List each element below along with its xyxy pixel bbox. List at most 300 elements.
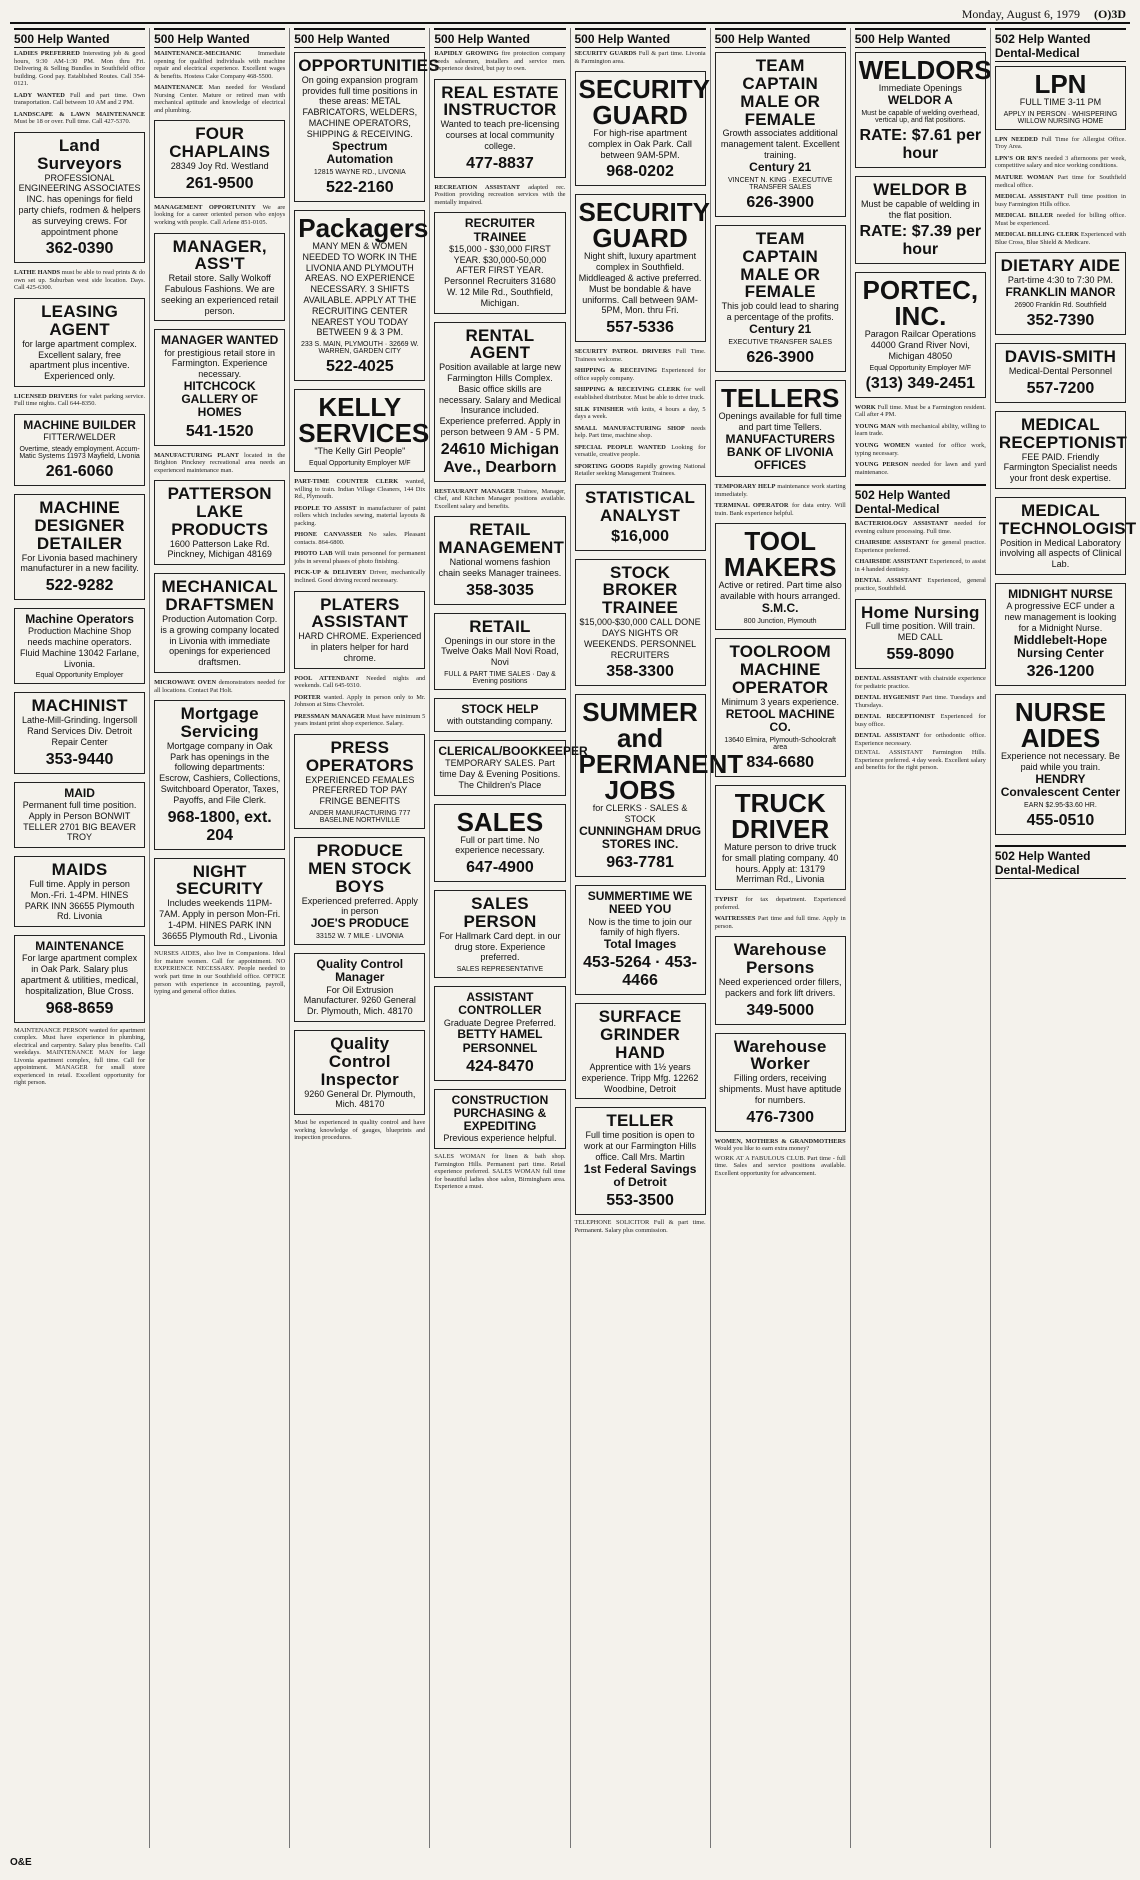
ad-headline: RENTAL AGENT — [465, 325, 535, 363]
listing-text: with knits, 4 hours a day, 5 days a week. — [574, 405, 706, 421]
listing-title: MEDICAL BILLER — [994, 212, 1054, 220]
ad-phone: 453-5264 · 453-4466 — [583, 954, 697, 990]
display-ad — [434, 804, 565, 883]
ad-phone: 968-8659 — [45, 999, 114, 1017]
ad-body: Experience not necessary. Be paid while you train. — [1000, 750, 1120, 772]
display-ad — [995, 583, 1126, 686]
ad-subheadline: MACHINE BUILDER — [23, 418, 136, 432]
classified-listing — [855, 694, 986, 709]
listing-title: MEDICAL BILLING CLERK — [994, 231, 1080, 239]
ad-phone: 362-0390 — [45, 240, 114, 258]
ad-headline: DIETARY AIDE — [1000, 256, 1121, 276]
ad-headline: PORTEC, INC. — [862, 275, 979, 332]
footer-code: O&E — [10, 1857, 32, 1868]
listing-title: DENTAL HYGIENIST — [854, 694, 920, 702]
ad-body: Full or part time. No experience necessary. — [455, 834, 545, 856]
ad-headline: PRESS OPERATORS — [305, 737, 414, 775]
ad-body: Full time. Apply in person Mon.-Fri. 1-4PM. HINES PARK INN 36655 Plymouth Rd. Livonia — [24, 878, 135, 922]
column-filler-text — [575, 1219, 706, 1848]
display-ad — [434, 322, 565, 482]
ad-headline: WELDORS — [858, 55, 992, 85]
classified-listing — [154, 452, 285, 475]
display-ad — [575, 194, 710, 342]
listing-title: LADIES PREFERRED — [14, 50, 80, 57]
ad-headline: Warehouse Worker — [733, 1036, 827, 1074]
classified-listing — [294, 675, 425, 690]
filler-paragraph: NURSES AIDES, also live in Companions. Ideal for mature women. Call for appointment. NO EXPERIENCE NECESSARY. People needed to work part time in our Southfield office. OFFICE person with experience in accounting, payroll, typing and general office duties. — [154, 950, 286, 996]
filler-paragraph: TELEPHONE SOLICITOR Full & part time. Permanent. Salary plus commission. — [574, 1218, 706, 1234]
ad-body: Active or retired. Part time also available with hours arranged. — [718, 580, 842, 602]
page-code: (O)3D — [1094, 6, 1126, 21]
classified-listing — [434, 184, 565, 207]
column-filler-text — [14, 1027, 145, 1849]
listing-text: needed for evening culture processing. Full time. — [854, 520, 986, 535]
ad-note: Equal Opportunity Employer — [35, 672, 124, 680]
ad-subheadline: MAINTENANCE — [35, 939, 124, 954]
listing-text: Needed nights and weekends. Call 645-9310. — [294, 674, 426, 690]
ad-headline: NURSE AIDES — [1014, 696, 1106, 753]
ad-headline: REAL ESTATE INSTRUCTOR — [441, 82, 559, 120]
display-ad — [855, 272, 986, 397]
ad-headline: PLATERS ASSISTANT — [311, 594, 409, 632]
columns-container — [10, 28, 1137, 1848]
display-ad — [434, 890, 565, 978]
classified-listing — [575, 463, 706, 478]
ad-phone: 968-1800, ext. 204 — [167, 808, 272, 844]
display-ad — [715, 1033, 846, 1132]
ad-body: Retail store. Sally Wolkoff Fabulous Fashions. We are seeking an experienced retail person. — [161, 273, 279, 316]
ad-headline: WELDOR B — [873, 179, 968, 199]
listing-title: SPORTING GOODS — [574, 462, 634, 470]
ad-body: On going expansion program provides full time positions in these areas: METAL FABRICATORS, WELDERS, MACHINE OPERATORS, SHIPPING & RECEIVING. — [301, 74, 418, 139]
ad-body: FEE PAID. Friendly Farmington Specialist needs your front desk expertise. — [1003, 451, 1118, 484]
ad-note: EXECUTIVE TRANSFER SALES — [728, 339, 833, 347]
ad-body: Includes weekends 11PM-7AM. Apply in person Mon-Fri. 1-4PM. HINES PARK INN 36655 Plymouth Rd., Livonia — [159, 898, 281, 941]
classified-listing — [855, 732, 986, 747]
ad-note: APPLY IN PERSON · WHISPERING WILLOW NURSING HOME — [1003, 110, 1118, 125]
ad-headline: SALES PERSON — [463, 894, 537, 931]
listing-text: for general practice. Experience preferred. — [854, 539, 986, 554]
ad-headline: Warehouse Persons — [733, 940, 827, 978]
ad-subheadline: Quality Control Manager — [316, 957, 404, 985]
ad-headline: SECURITY GUARD — [578, 74, 710, 131]
classified-listing — [294, 713, 425, 728]
ad-note: Must be capable of welding overhead, vertical up, and flat positions. — [861, 109, 980, 124]
section-header: 500 Help Wanted — [14, 28, 145, 48]
classified-listing — [575, 425, 706, 440]
ad-headline: TOOL MAKERS — [723, 526, 837, 583]
display-ad — [434, 212, 565, 313]
display-ad — [855, 52, 992, 168]
classified-listing — [715, 915, 846, 930]
ad-phone: 455-0510 — [1026, 811, 1095, 829]
ad-headline: MACHINIST — [31, 696, 128, 716]
classified-listing — [294, 550, 425, 565]
ad-company: MANUFACTURERS BANK OF LIVONIA OFFICES — [725, 431, 835, 473]
listing-text: Will train personnel for permanent jobs in several phases of photo finishing. — [294, 550, 426, 565]
column-filler-text — [715, 1155, 846, 1848]
ad-note: Equal Opportunity Employer M/F — [309, 459, 411, 467]
classified-listing — [575, 367, 706, 382]
ad-company: JOE'S PRODUCE — [310, 916, 409, 931]
column-3 — [289, 28, 440, 1848]
listing-text: Must be 18 or over. Full time. Call 427-5370. — [14, 118, 131, 126]
ad-body: Full time position. Will train. MED CALL — [865, 621, 976, 643]
ad-headline: DAVIS-SMITH — [1004, 347, 1117, 367]
display-ad — [154, 480, 285, 565]
ad-body: This job could lead to sharing a percentage of the profits. — [721, 301, 839, 323]
ad-phone: 968-0202 — [606, 163, 674, 181]
issue-date: Monday, August 6, 1979 — [961, 6, 1080, 21]
listing-text: Looking for versatile, creative people. — [574, 443, 706, 459]
listing-title: YOUNG WOMEN — [854, 442, 910, 449]
classified-listing — [855, 442, 986, 457]
display-ad — [154, 329, 285, 445]
column-filler-text — [294, 1119, 425, 1848]
ad-phone: 358-3300 — [606, 663, 674, 681]
ad-headline: TELLER — [606, 1111, 674, 1131]
listing-title: DENTAL ASSISTANT — [854, 732, 920, 740]
ad-note: FULL & PART TIME SALES · Day & Evening positions — [444, 670, 556, 685]
ad-company: 1st Federal Savings of Detroit — [583, 1161, 697, 1189]
display-ad — [434, 986, 565, 1081]
listing-title: PART-TIME COUNTER CLERK — [294, 477, 399, 485]
display-ad — [715, 225, 846, 372]
listing-title: MANAGEMENT OPPORTUNITY — [154, 203, 256, 211]
ad-body: for CLERKS · SALES & STOCK — [592, 803, 688, 825]
listing-title: RECREATION ASSISTANT — [434, 183, 521, 191]
ad-company: RETOOL MACHINE CO. — [725, 706, 835, 734]
display-ad — [14, 494, 145, 600]
ad-note: EARN $2.95-$3.60 HR. — [1024, 801, 1097, 809]
display-ad — [154, 573, 285, 673]
listing-text: Would you like to earn extra money? — [714, 1145, 810, 1153]
ad-body: A progressive ECF under a new management is looking for a Midnight Nurse. — [1004, 601, 1117, 633]
ad-headline: Home Nursing — [861, 602, 980, 622]
ad-company: FRANKLIN MANOR — [1005, 285, 1116, 299]
classified-listing — [715, 502, 846, 517]
listing-title: MAINTENANCE — [154, 84, 204, 92]
ad-headline: SUMMER and PERMANENT JOBS — [578, 697, 744, 806]
ad-headline: SALES — [456, 806, 544, 837]
display-ad — [995, 343, 1126, 403]
ad-headline: PATTERSON LAKE PRODUCTS — [167, 484, 272, 539]
ad-phone: 553-3500 — [606, 1191, 674, 1209]
listing-title: WORK — [854, 403, 876, 411]
listing-title: LADY WANTED — [14, 91, 65, 99]
ad-subheadline: SUMMERTIME WE NEED YOU — [587, 889, 693, 917]
display-ad — [154, 120, 285, 197]
display-ad — [995, 694, 1126, 835]
section-header: 502 Help Wanted Dental-Medical — [995, 845, 1126, 879]
display-ad — [14, 414, 145, 486]
ad-headline: LEASING AGENT — [41, 302, 119, 339]
column-8 — [990, 28, 1137, 1848]
ad-body: Permanent full time position. Apply in Person BONWIT TELLER 2701 BIG BEAVER TROY — [22, 799, 137, 843]
classified-listing — [855, 675, 986, 690]
ad-headline: STATISTICAL ANALYST — [584, 487, 696, 525]
section-header: 500 Help Wanted — [154, 28, 285, 48]
classified-listing — [995, 155, 1126, 170]
listing-text: Immediate opening for qualified individuals with machine repair and electrical experience. Excellent wages & benefits. Hostess Cake Company 468-5500. — [154, 50, 286, 80]
ad-body: Now is the time to join our family of high flyers. — [588, 916, 692, 938]
classified-listing — [575, 348, 706, 363]
listing-title: YOUNG PERSON — [854, 461, 909, 469]
listing-text: Part time for Southfield medical office. — [994, 173, 1126, 189]
listing-text: for valet parking service. Full time nights. Call 644-8350. — [14, 392, 146, 408]
classified-listing — [855, 558, 986, 573]
classified-listing — [575, 50, 706, 65]
ad-phone: 522-4025 — [326, 358, 394, 376]
listing-text: Full time. Must be a Farmington resident. Call after 4 PM. — [854, 403, 986, 419]
ad-phone: 261-6060 — [45, 462, 114, 480]
classified-listing — [154, 84, 285, 114]
display-ad — [855, 176, 986, 264]
listing-title: DENTAL ASSISTANT — [854, 675, 918, 682]
ad-phone: 626-3900 — [746, 349, 814, 367]
ad-headline: MEDICAL RECEPTIONIST — [998, 414, 1127, 452]
classified-listing — [855, 423, 986, 438]
ad-headline: MACHINE DESIGNER DETAILER — [34, 497, 125, 553]
display-ad — [434, 79, 565, 178]
listing-text: must be able to read prints & do own set up. Suburban west side location. Days. Call 425-6300. — [14, 269, 146, 292]
ad-headline: Land Surveyors — [37, 135, 123, 173]
ad-headline: SECURITY GUARD — [578, 197, 710, 254]
classified-listing — [294, 694, 425, 709]
listing-text: Experienced with Blue Cross, Blue Shield & Medicare. — [994, 231, 1126, 246]
listing-text: needs help. Part time, machine shop. — [574, 424, 706, 440]
ad-phone: 559-8090 — [886, 646, 955, 663]
ad-note: 13640 Elmira, Plymouth-Schoolcraft area — [724, 736, 837, 751]
listing-title: MEDICAL ASSISTANT — [994, 193, 1064, 201]
classified-page — [10, 6, 1137, 1868]
display-ad — [154, 858, 285, 947]
ad-body: Paragon Railcar Operations 44000 Grand River Novi, Michigan 48050 — [864, 329, 976, 362]
ad-phone: RATE: $7.39 per hour — [859, 223, 982, 259]
listing-text: Full Time for Allergist Office. Troy Area. — [994, 135, 1126, 151]
ad-phone: 261-9500 — [185, 174, 254, 192]
classified-listing — [154, 50, 285, 80]
ad-subheadline: MIDNIGHT NURSE — [1008, 586, 1113, 601]
ad-note: 33152 W. 7 MILE · LIVONIA — [316, 933, 404, 941]
listing-text: Experienced for office supply company. — [574, 367, 706, 382]
listing-title: TERMINAL OPERATOR — [714, 502, 789, 510]
ad-phone: 477-8837 — [466, 154, 534, 172]
display-ad — [995, 66, 1126, 130]
classified-listing — [575, 386, 706, 401]
display-ad — [294, 953, 425, 1022]
column-filler-text — [154, 950, 285, 1848]
listing-title: LANDSCAPE & LAWN MAINTENANCE — [14, 110, 146, 118]
filler-paragraph: WORK AT A FABULOUS CLUB. Part time - full time. Sales and service positions available. Excellent opportunity for advancement. — [714, 1154, 846, 1177]
ad-headline: Quality Control Inspector — [320, 1034, 399, 1089]
listing-title: DENTAL RECEPTIONIST — [854, 713, 935, 721]
classified-listing — [715, 896, 846, 911]
ad-company: Century 21 — [749, 159, 812, 174]
ad-body: Full time position is open to work at our Farmington Hills office. Call Mrs. Martin — [584, 1130, 697, 1162]
section-header: 500 Help Wanted — [855, 28, 986, 48]
ad-headline: Mortgage Servicing — [180, 704, 259, 741]
ad-body: Openings available for full time and part time Tellers. — [718, 411, 842, 432]
ad-phone: 349-5000 — [746, 1001, 814, 1019]
display-ad — [14, 132, 145, 263]
ad-note: 12815 WAYNE RD., LIVONIA — [313, 169, 406, 176]
listing-text: Must have minimum 5 years instant print shop experience. Salary. — [294, 712, 426, 728]
ad-body: National womens fashion chain seeks Manager trainees. — [438, 557, 562, 578]
filler-paragraph: DENTAL ASSISTANT Farmington Hills. Experience preferred. 4 day week. Excellent salary and benefits for the right person. — [854, 749, 986, 772]
listing-text: wanted for office work, typing necessary. — [854, 442, 986, 457]
classified-listing — [154, 204, 285, 227]
ad-body: 28349 Joy Rd. Westland — [170, 161, 269, 172]
ad-headline: KELLY SERVICES — [298, 392, 430, 449]
ad-headline: OPPORTUNITIES — [298, 56, 440, 75]
ad-subheadline: MAID — [64, 785, 95, 800]
classified-listing — [14, 111, 145, 126]
ad-body: For high-rise apartment complex in Oak Park. Call between 9AM-5PM. — [588, 128, 692, 160]
display-ad — [855, 599, 986, 669]
ad-phone: 424-8470 — [466, 1057, 534, 1075]
ad-body: For Livonia based machinery manufacturer in a new facility. — [20, 552, 139, 574]
listing-text: located in the Brighton Pinckney recreational area needs an experienced maintenance man. — [154, 451, 286, 474]
display-ad — [434, 613, 565, 690]
column-filler-text — [855, 749, 986, 1848]
ad-body: Need experienced order fillers, packers and fork lift drivers. — [718, 977, 842, 998]
listing-text: No sales. Pleasant contacts. 864-6800. — [294, 531, 426, 546]
ad-subheadline: Machine Operators — [25, 612, 134, 627]
listing-title: PHOTO LAB — [294, 550, 333, 558]
ad-body: Filling orders, receiving shipments. Must have aptitude for numbers. — [719, 1073, 842, 1105]
ad-phone: 352-7390 — [1026, 312, 1095, 330]
display-ad — [575, 1003, 706, 1099]
listing-text: Man needed for Westland Nursing Center. Mature or retired man with mechanical aptitude and knowledge of electrical and plumbing. — [154, 84, 286, 114]
display-ad — [14, 692, 145, 773]
display-ad — [575, 559, 706, 687]
ad-note: 26900 Franklin Rd. Southfield — [1014, 302, 1107, 310]
ad-note: VINCENT N. KING · EXECUTIVE TRANSFER SALES — [727, 176, 833, 191]
filler-paragraph: SALES WOMAN for linen & bath shop. Farmington Hills. Permanent part time. Retail experience preferred. SALES WOMAN full time for beautiful ladies shoe salon, Birmingham area. Experience a must. — [434, 1153, 566, 1191]
ad-body: HARD CHROME. Experienced in platers helper for hard chrome. — [298, 631, 422, 663]
ad-body: MANY MEN & WOMEN NEEDED TO WORK IN THE LIVONIA AND PLYMOUTH AREAS. NO EXPERIENCE NECESSARY. 3 SHIFTS AVAILABLE. APPLY AT THE RECRUITING CENTER NEAREST YOU TODAY BETWEEN 9 & 3 PM. — [302, 241, 418, 338]
ad-body: For large apartment complex in Oak Park. Salary plus apartment & utilities, medical, hospitalization, Blue Cross. — [20, 953, 139, 996]
display-ad — [294, 52, 440, 202]
display-ad — [715, 380, 846, 477]
ad-phone: 834-6680 — [746, 753, 814, 771]
section-header: 500 Help Wanted — [715, 28, 846, 48]
column-filler-text — [434, 1153, 565, 1848]
display-ad — [294, 1030, 425, 1115]
display-ad — [575, 694, 744, 877]
ad-phone: RATE: $7.61 per hour — [859, 126, 982, 162]
ad-body: 9260 General Dr. Plymouth, Mich. 48170 — [304, 1088, 416, 1110]
listing-text: for well established distributor. Must be able to drive truck. — [574, 386, 706, 401]
ad-phone: 24610 Michigan Ave., Dearborn — [440, 440, 560, 476]
ad-phone: 557-7200 — [1026, 379, 1095, 397]
ad-headline: TOOLROOM MACHINE OPERATOR — [729, 642, 831, 697]
display-ad — [294, 210, 429, 381]
classified-listing — [855, 461, 986, 476]
display-ad — [715, 523, 846, 630]
listing-text: Part time and full time. Apply in person. — [714, 915, 846, 930]
ad-body: "The Kelly Girl People" — [314, 446, 406, 457]
ad-body: $15,000 - $30,000 FIRST YEAR. $30,000-50,000 AFTER FIRST YEAR. Personnel Recruiters 31680 W. 12 Mile Rd., Southfield, Michigan. — [444, 243, 556, 308]
ad-phone: 326-1200 — [1026, 662, 1095, 680]
ad-headline: Packagers — [298, 213, 429, 243]
listing-title: PEOPLE TO ASSIST — [294, 504, 357, 512]
ad-subheadline: STOCK HELP — [461, 701, 539, 716]
ad-body: Production Automation Corp. is a growing company located in Livonia with immediate openings for experienced draftsmen. — [160, 613, 279, 668]
column-7 — [850, 28, 990, 1848]
display-ad — [715, 638, 846, 777]
listing-text: demonstrators needed for all locations. Contact Pat Holt. — [154, 678, 286, 694]
column-1 — [10, 28, 149, 1848]
listing-title: TYPIST — [714, 896, 738, 904]
section-header: 502 Help Wanted Dental-Medical — [995, 28, 1126, 62]
listing-text: Interesting job & good hours, 9:30 AM-1:30 PM. Mon thru Fri. Delivering & Selling Bundles in Southfield office building. Good pay. Established Routes. Call 354-0121. — [14, 50, 146, 88]
display-ad — [14, 935, 145, 1022]
ad-headline: MANAGER, ASS'T — [172, 236, 267, 274]
ad-body: Apprentice with 1½ years experience. Tripp Mfg. 12262 Woodbine, Detroit — [581, 1061, 699, 1094]
section-header: 500 Help Wanted — [434, 28, 565, 48]
classified-listing — [434, 488, 565, 511]
ad-headline: TELLERS — [720, 383, 840, 414]
classified-listing — [434, 50, 565, 73]
display-ad — [715, 936, 846, 1024]
ad-phone: 353-9440 — [45, 750, 114, 768]
listing-title: PICK-UP & DELIVERY — [294, 569, 367, 577]
ad-body: FITTER/WELDER — [43, 432, 116, 443]
display-ad — [995, 252, 1126, 335]
ad-headline: FOUR CHAPLAINS — [169, 124, 271, 162]
listing-title: BACTERIOLOGY ASSISTANT — [854, 520, 949, 528]
listing-title: WAITRESSES — [714, 915, 756, 923]
display-ad — [14, 608, 145, 684]
display-ad — [154, 233, 285, 322]
display-ad — [575, 71, 710, 186]
ad-subheadline: CLERICAL/BOOKKEEPER — [438, 743, 588, 758]
display-ad — [14, 856, 145, 927]
ad-body: TEMPORARY SALES. Part time Day & Evening Positions. The Children's Place — [439, 758, 561, 790]
ad-company: Middlebelt-Hope Nursing Center — [1013, 632, 1108, 660]
ad-phone: 647-4900 — [466, 859, 534, 877]
ad-headline: RETAIL MANAGEMENT — [438, 520, 565, 558]
classified-listing — [294, 478, 425, 501]
ad-body: EXPERIENCED FEMALES PREFERRED TOP PAY FRINGE BENEFITS — [305, 774, 415, 807]
ad-body: Must be capable of welding in the flat position. — [861, 198, 980, 220]
ad-phone: 557-5336 — [606, 319, 674, 337]
ad-company: Spectrum Automation — [326, 138, 394, 166]
ad-note: ANDER MANUFACTURING 777 BASELINE NORTHVILLE — [309, 809, 411, 824]
listing-title: RAPIDLY GROWING — [434, 50, 499, 57]
listing-title: CHAIRSIDE ASSISTANT — [854, 539, 929, 547]
listing-text: maintenance work starting immediately. — [714, 483, 846, 498]
listing-title: PRESSMAN MANAGER — [294, 712, 365, 720]
display-ad — [434, 740, 588, 796]
filler-paragraph: MAINTENANCE PERSON wanted for apartment complex. Must have experience in plumbing, electrical and carpentry. Salary plus benefits. Call weekdays. MAINTENANCE MAN for large Livonia apartment complex, full time. Call for appointment. MANAGER for small store experienced in retail. Excellent opportunity for right person. — [14, 1026, 146, 1087]
ad-note: 233 S. MAIN, PLYMOUTH · 32669 W. WARREN, GARDEN CITY — [300, 341, 419, 356]
ad-body: Minimum 3 years experience. — [721, 696, 839, 707]
ad-phone: 963-7781 — [606, 854, 674, 872]
classified-listing — [715, 1138, 846, 1153]
listing-title: LPN NEEDED — [994, 135, 1038, 143]
ad-headline: NIGHT SECURITY — [175, 861, 264, 899]
classified-listing — [855, 713, 986, 728]
listing-text: in manufacturer of paint rollers which includes sewing, material layouts & packing. — [294, 504, 426, 527]
ad-body: Graduate Degree Preferred. — [443, 1017, 556, 1028]
listing-title: PORTER — [294, 693, 321, 701]
classified-listing — [715, 483, 846, 498]
listing-title: WOMEN, MOTHERS & GRANDMOTHERS — [714, 1137, 846, 1145]
listing-text: Rapidly growing National Retailer seeking Management Trainees. — [574, 462, 706, 478]
